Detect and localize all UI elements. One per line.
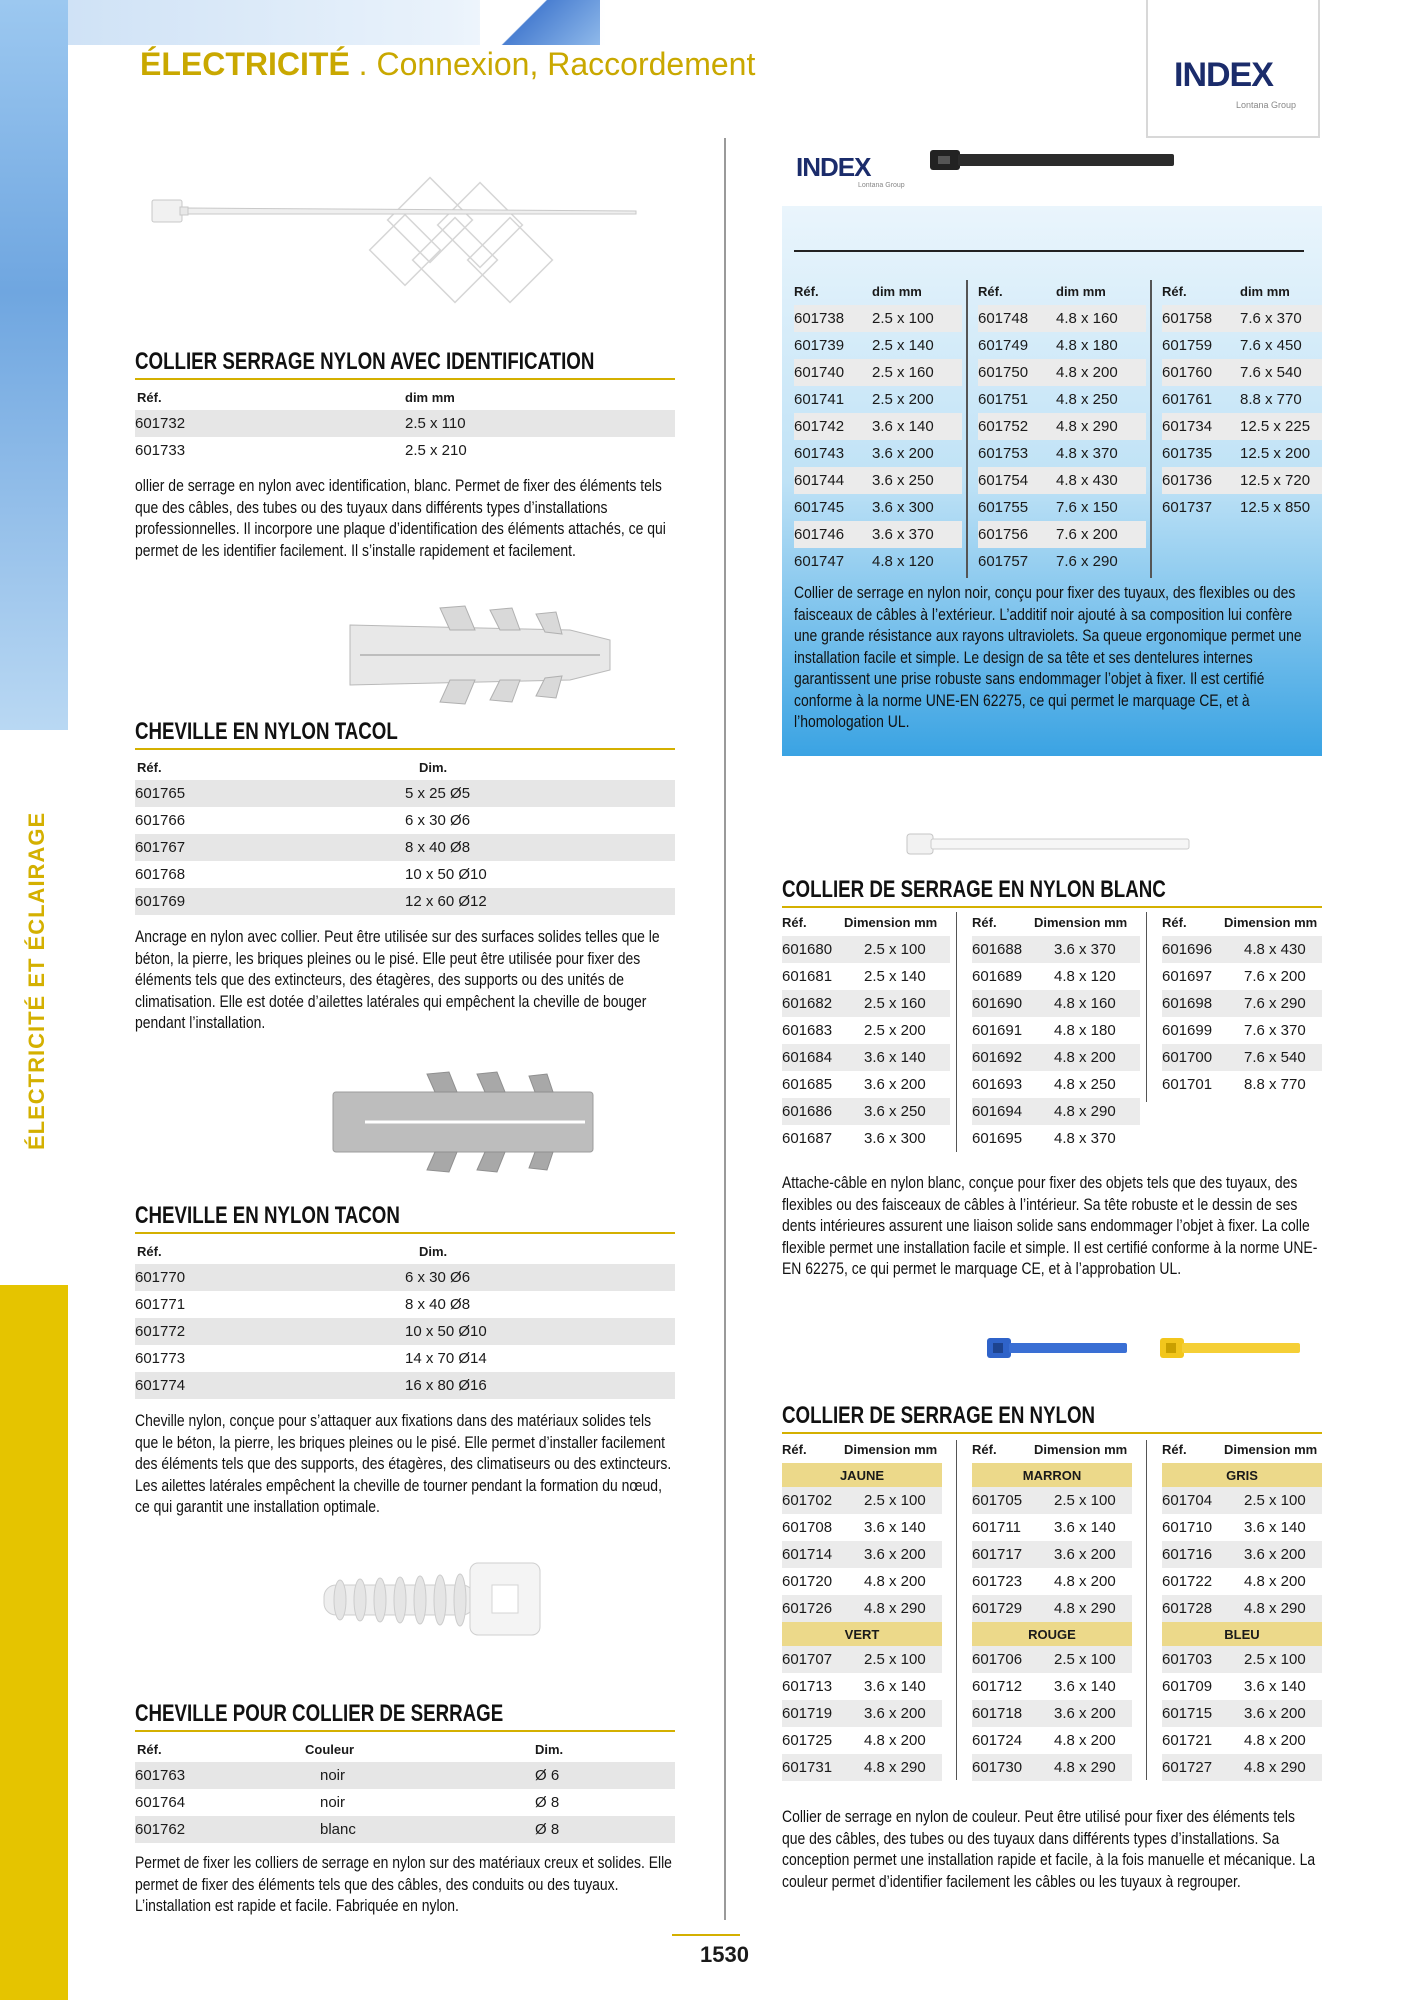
- cell-dim: 7.6 x 540: [1240, 359, 1322, 386]
- cell-dim: 3.6 x 200: [1034, 1700, 1132, 1727]
- cell-ref: 601747: [794, 553, 845, 570]
- cell-ref: 601743: [794, 445, 845, 462]
- cell-dim: 3.6 x 200: [1224, 1541, 1322, 1568]
- cell-ref: 601758: [1162, 305, 1240, 332]
- cell-dim: 7.6 x 200: [1244, 968, 1306, 985]
- table-white-col2: [972, 909, 1140, 1152]
- cell-dim: 2.5 x 110: [405, 410, 675, 437]
- cell-dim: 4.8 x 200: [1054, 1732, 1116, 1749]
- cell-dim: 7.6 x 370: [1240, 305, 1322, 332]
- table-colour-col2: [972, 1436, 1132, 1781]
- cell-dim: 12.5 x 850: [1240, 499, 1311, 516]
- section-brand-logo: [796, 152, 905, 189]
- cell-ref: 601761: [1162, 391, 1213, 408]
- cell-dim: 2.5 x 100: [844, 936, 950, 963]
- cell-ref: 601720: [782, 1573, 833, 1590]
- cell-ref: 601757: [978, 553, 1029, 570]
- cell-dim: 3.6 x 200: [872, 445, 934, 462]
- cell-ref: 601711: [972, 1519, 1021, 1536]
- col-header-ref: Réf.: [137, 389, 162, 405]
- page-title: [140, 46, 755, 83]
- cell-dim: 3.6 x 200: [864, 1076, 926, 1093]
- col-header-dim: Dimension mm: [844, 915, 938, 930]
- cell-ref: 601729: [972, 1595, 1034, 1622]
- cell-ref: 601753: [978, 445, 1029, 462]
- cell-ref: 601717: [972, 1541, 1034, 1568]
- white-tie-image: [905, 832, 1195, 858]
- table-black-col2: [978, 278, 1146, 575]
- tie-anchor-image: [320, 1555, 560, 1645]
- section-rule: [135, 1232, 675, 1234]
- cell-dim: 12.5 x 200: [1240, 445, 1311, 462]
- cell-dim: 4.8 x 200: [864, 1732, 926, 1749]
- cell-ref: 601708: [782, 1519, 833, 1536]
- cell-ref: 601746: [794, 521, 872, 548]
- cell-ref: 601684: [782, 1044, 844, 1071]
- col-header-dim: Dimension mm: [1224, 1442, 1318, 1457]
- col-header-ref: Réf.: [794, 284, 819, 299]
- description-colour: Collier de serrage en nylon de couleur. Peut être utilisé pour fixer des éléments tels que des câbles, des tubes ou des tuyaux dans différents types d’installations. Sa conception permet une installation rapide et facile, à la fois manuelle et mécanique. La couleur permet d’identifier facilement les câbles ou les tuyaux à regrouper.: [782, 1807, 1316, 1891]
- column-separator: [1150, 280, 1152, 578]
- black-tie-image: [928, 148, 1178, 174]
- col-header-ref: Réf.: [1162, 284, 1187, 299]
- cell-ref: 601685: [782, 1076, 833, 1093]
- cell-ref: 601773: [135, 1350, 186, 1367]
- cell-dim: 8 x 40 Ø8: [405, 834, 675, 861]
- cell-dim: 3.6 x 300: [872, 499, 934, 516]
- cell-ref: 601748: [978, 305, 1056, 332]
- col-header-dim: dim mm: [1056, 284, 1106, 299]
- cell-ref: 601739: [794, 337, 845, 354]
- panel-rule: [794, 250, 1304, 252]
- cell-ref: 601690: [972, 990, 1034, 1017]
- cell-dim: 7.6 x 540: [1224, 1044, 1322, 1071]
- cell-dim: 4.8 x 200: [864, 1573, 926, 1590]
- cell-ref: 601738: [794, 305, 872, 332]
- cell-ref: 601732: [135, 410, 405, 437]
- cell-dim: 7.6 x 290: [1056, 553, 1118, 570]
- section-title-colour: COLLIER DE SERRAGE EN NYLON: [782, 1402, 1096, 1429]
- col-header-ref: Réf.: [782, 1442, 807, 1457]
- cell-ref: 601767: [135, 834, 405, 861]
- cell-ref: 601696: [1162, 936, 1224, 963]
- cell-ref: 601744: [794, 467, 872, 494]
- cell-dim: Ø 8: [535, 1794, 560, 1811]
- page-title-subtitle: . Connexion, Raccordement: [358, 46, 756, 82]
- cell-dim: 6 x 30 Ø6: [405, 812, 471, 829]
- col-header-ref: Réf.: [978, 284, 1003, 299]
- cell-dim: 3.6 x 370: [872, 521, 962, 548]
- section-rule: [135, 748, 675, 750]
- section-rule: [782, 1432, 1322, 1434]
- cell-ref: 601734: [1162, 413, 1240, 440]
- cell-ref: 601760: [1162, 359, 1240, 386]
- cell-ref: 601715: [1162, 1700, 1224, 1727]
- cell-dim: 4.8 x 180: [1054, 1022, 1116, 1039]
- cell-dim: 8.8 x 770: [1240, 391, 1302, 408]
- table-tacol: [135, 754, 675, 915]
- cell-dim: 2.5 x 100: [1224, 1487, 1322, 1514]
- cell-ref: 601694: [972, 1098, 1034, 1125]
- cell-ref: 601763: [135, 1762, 305, 1789]
- cell-dim: 8 x 40 Ø8: [405, 1296, 471, 1313]
- section-title-tacol: CHEVILLE EN NYLON TACOL: [135, 718, 398, 745]
- cell-ref: 601689: [972, 968, 1023, 985]
- cell-dim: 2.5 x 100: [844, 1487, 942, 1514]
- col-header-dim: Dim.: [535, 1741, 564, 1757]
- col-header-ref: Réf.: [137, 1243, 162, 1259]
- cell-dim: 3.6 x 370: [1034, 936, 1140, 963]
- cell-dim: 2.5 x 100: [1034, 1487, 1132, 1514]
- col-header-ref: Réf.: [137, 759, 162, 775]
- cell-dim: 7.6 x 370: [1244, 1022, 1306, 1039]
- cell-ref: 601730: [972, 1754, 1034, 1781]
- cell-ref: 601714: [782, 1541, 844, 1568]
- cell-ref: 601699: [1162, 1022, 1213, 1039]
- cell-dim: 3.6 x 140: [864, 1678, 926, 1695]
- cell-dim: 4.8 x 290: [1224, 1595, 1322, 1622]
- cell-dim: 2.5 x 100: [1034, 1646, 1132, 1673]
- col-header-dim: Dimension mm: [1224, 915, 1318, 930]
- cell-ref: 601705: [972, 1487, 1034, 1514]
- col-header-color: Couleur: [305, 1741, 355, 1757]
- brand-logo-subtitle: Lontana Group: [1236, 100, 1297, 110]
- table-white-col1: [782, 909, 950, 1152]
- table-black-col3: [1162, 278, 1322, 521]
- cell-dim: 4.8 x 370: [1054, 1130, 1116, 1147]
- cell-dim: 3.6 x 250: [872, 467, 962, 494]
- cell-dim: 12.5 x 225: [1240, 413, 1322, 440]
- cell-dim: 3.6 x 250: [844, 1098, 950, 1125]
- cell-dim: 4.8 x 290: [1034, 1754, 1132, 1781]
- cell-ref: 601695: [972, 1130, 1023, 1147]
- cell-ref: 601752: [978, 413, 1056, 440]
- description-black: Collier de serrage en nylon noir, conçu pour fixer des tuyaux, des flexibles ou des faisceaux de câbles à l’extérieur. L’additif noir ajouté à sa composition lui confère une grande résistance aux rayons ultraviolets. Sa queue ergonomique permet une installation facile et simple. Le design de sa tête et ses dentelures internes garantissent une prise robuste sans endommager l’objet à fixer. Il est certifié conforme à la norme UNE-EN 62275, ce qui permet le marquage CE, et à l’homologation UL.: [794, 583, 1302, 731]
- color-group-header: GRIS: [1162, 1463, 1322, 1487]
- section-rule: [782, 906, 1322, 908]
- col-header-dim: dim mm: [405, 389, 455, 405]
- table-white-col3: [1162, 909, 1322, 1098]
- cell-dim: 10 x 50 Ø10: [405, 1318, 675, 1345]
- cell-dim: 2.5 x 100: [1224, 1646, 1322, 1673]
- cell-dim: 2.5 x 200: [872, 391, 934, 408]
- cell-ref: 601719: [782, 1700, 844, 1727]
- col-header-dim: dim mm: [872, 284, 922, 299]
- cell-dim: 12 x 60 Ø12: [405, 888, 675, 915]
- cell-ref: 601765: [135, 780, 405, 807]
- cell-ref: 601691: [972, 1022, 1023, 1039]
- col-header-dim: Dim.: [419, 1243, 448, 1259]
- cell-ref: 601693: [972, 1076, 1023, 1093]
- cell-ref: 601687: [782, 1130, 833, 1147]
- identification-tie-image: [150, 170, 650, 320]
- cell-dim: 2.5 x 100: [872, 305, 962, 332]
- cell-dim: 7.6 x 290: [1224, 990, 1322, 1017]
- description-white: Attache-câble en nylon blanc, conçue pour fixer des objets tels que des tuyaux, des flexibles ou des faisceaux de câbles à l’intérieur. Sa tête robuste et le dessin de ses dents intérieures assurent une liaison solide sans endommager l’objet à fixer. La colle flexible permet une installation facile et simple. Il est certifié conforme à la norme UNE-EN 62275, ce qui permet le marquage CE, et à l’approbation UL.: [782, 1173, 1318, 1278]
- color-group-header: ROUGE: [972, 1622, 1132, 1646]
- cell-dim: 4.8 x 290: [1034, 1098, 1140, 1125]
- page-number-rule: [672, 1934, 740, 1936]
- cell-ref: 601707: [782, 1646, 844, 1673]
- col-header-dim: Dim.: [419, 759, 448, 775]
- cell-ref: 601771: [135, 1296, 186, 1313]
- cell-ref: 601710: [1162, 1519, 1213, 1536]
- column-separator: [956, 1440, 957, 1780]
- color-group-header: JAUNE: [782, 1463, 942, 1487]
- cell-dim: 10 x 50 Ø10: [405, 866, 487, 883]
- cell-dim: 4.8 x 200: [1054, 1573, 1116, 1590]
- cell-ref: 601742: [794, 413, 872, 440]
- cell-dim: 4.8 x 250: [1054, 1076, 1116, 1093]
- cell-ref: 601737: [1162, 499, 1213, 516]
- column-divider: [724, 138, 726, 1920]
- cell-dim: 3.6 x 140: [1054, 1678, 1116, 1695]
- cell-ref: 601700: [1162, 1044, 1224, 1071]
- tacol-anchor-image: [340, 600, 620, 710]
- cell-ref: 601683: [782, 1022, 833, 1039]
- cell-dim: 4.8 x 120: [872, 553, 934, 570]
- cell-ref: 601750: [978, 359, 1056, 386]
- col-header-ref: Réf.: [972, 915, 997, 930]
- col-header-dim: Dimension mm: [1034, 1442, 1128, 1457]
- section-rule: [135, 378, 675, 380]
- color-group-header: VERT: [782, 1622, 942, 1646]
- col-header-ref: Réf.: [137, 1741, 162, 1757]
- cell-dim: 4.8 x 120: [1054, 968, 1116, 985]
- tacon-anchor-image: [325, 1070, 615, 1180]
- section-title-tacon: CHEVILLE EN NYLON TACON: [135, 1202, 400, 1229]
- cell-ref: 601688: [972, 936, 1034, 963]
- cell-dim: 4.8 x 200: [1244, 1573, 1306, 1590]
- section-title-white: COLLIER DE SERRAGE EN NYLON BLANC: [782, 876, 1166, 903]
- cell-dim: 3.6 x 140: [864, 1519, 926, 1536]
- cell-dim: 5 x 25 Ø5: [405, 780, 675, 807]
- cell-ref: 601712: [972, 1678, 1023, 1695]
- section-title-identification: COLLIER SERRAGE NYLON AVEC IDENTIFICATION: [135, 348, 595, 375]
- cell-color: noir: [320, 1794, 346, 1811]
- color-group-header: BLEU: [1162, 1622, 1322, 1646]
- col-header-ref: Réf.: [1162, 1442, 1187, 1457]
- cell-dim: Ø 8: [535, 1816, 675, 1843]
- column-separator: [966, 280, 968, 578]
- column-separator: [1146, 1440, 1147, 1780]
- cell-ref: 601697: [1162, 968, 1213, 985]
- side-strip-yellow: [0, 1285, 68, 2000]
- header-decoration-corner: [480, 0, 600, 45]
- col-header-dim: Dimension mm: [1034, 915, 1128, 930]
- cell-dim: 3.6 x 200: [1224, 1700, 1322, 1727]
- cell-dim: 4.8 x 250: [1056, 391, 1118, 408]
- cell-dim: 4.8 x 180: [1056, 337, 1118, 354]
- cell-ref: 601751: [978, 391, 1029, 408]
- cell-dim: 4.8 x 370: [1056, 445, 1118, 462]
- column-separator: [956, 912, 957, 1152]
- cell-ref: 601741: [794, 391, 845, 408]
- cell-ref: 601769: [135, 888, 405, 915]
- cell-dim: 3.6 x 200: [844, 1541, 942, 1568]
- cell-dim: 4.8 x 200: [1034, 1044, 1140, 1071]
- cell-dim: 3.6 x 300: [864, 1130, 926, 1147]
- cell-dim: 4.8 x 160: [1034, 990, 1140, 1017]
- cell-ref: 601723: [972, 1573, 1023, 1590]
- col-header-dim: dim mm: [1240, 284, 1290, 299]
- cell-dim: 14 x 70 Ø14: [405, 1350, 487, 1367]
- section-brand-logo-subtitle: Lontana Group: [858, 182, 905, 189]
- cell-dim: 3.6 x 140: [1244, 1519, 1306, 1536]
- description-tacol: Ancrage en nylon avec collier. Peut être utilisée sur des surfaces solides telles que le béton, la pierre, les briques pleines ou le pisé. Elle peut être utilisée pour fixer des éléments tels que des extincteurs, des étagères, des supports ou des unités de climatisation. Elle est dotée d’ailettes latérales qui empêchent la cheville de bouger pendant l’installation.: [135, 927, 660, 1032]
- cell-dim: 4.8 x 160: [1056, 305, 1146, 332]
- cell-ref: 601740: [794, 359, 872, 386]
- cell-dim: 2.5 x 200: [864, 1022, 926, 1039]
- cell-ref: 601749: [978, 337, 1029, 354]
- cell-ref: 601686: [782, 1098, 844, 1125]
- cell-ref: 601713: [782, 1678, 833, 1695]
- table-black-col1: [794, 278, 962, 575]
- cell-ref: 601682: [782, 990, 844, 1017]
- cell-ref: 601721: [1162, 1732, 1213, 1749]
- col-header-ref: Réf.: [782, 915, 807, 930]
- cell-ref: 601736: [1162, 467, 1240, 494]
- section-rule: [135, 1730, 675, 1732]
- table-colour-col3: [1162, 1436, 1322, 1781]
- cell-dim: 6 x 30 Ø6: [405, 1264, 675, 1291]
- cell-dim: 3.6 x 200: [1034, 1541, 1132, 1568]
- cell-ref: 601759: [1162, 337, 1213, 354]
- cell-ref: 601701: [1162, 1076, 1213, 1093]
- table-tacon: [135, 1238, 675, 1399]
- cell-ref: 601718: [972, 1700, 1034, 1727]
- cell-dim: 2.5 x 140: [864, 968, 926, 985]
- cell-dim: 4.8 x 290: [1224, 1754, 1322, 1781]
- cell-dim: 4.8 x 290: [1056, 413, 1146, 440]
- column-separator: [1146, 912, 1147, 1102]
- table-colour-col1: [782, 1436, 942, 1781]
- cell-dim: 4.8 x 430: [1056, 467, 1146, 494]
- col-header-dim: Dimension mm: [844, 1442, 938, 1457]
- cell-dim: 2.5 x 140: [872, 337, 934, 354]
- cell-color: blanc: [305, 1816, 535, 1843]
- blue-tie-image: [985, 1336, 1130, 1362]
- cell-ref: 601735: [1162, 445, 1213, 462]
- cell-ref: 601726: [782, 1595, 844, 1622]
- brand-logo-text: INDEX: [1174, 56, 1273, 94]
- cell-ref: 601745: [794, 499, 845, 516]
- cell-ref: 601716: [1162, 1541, 1224, 1568]
- col-header-ref: Réf.: [972, 1442, 997, 1457]
- page-number: 1530: [700, 1942, 749, 1967]
- description-tacon: Cheville nylon, conçue pour s’attaquer aux fixations dans des matériaux solides tels que le béton, la pierre, les briques pleines ou le pisé. Elle permet d’installer facilement des éléments tels que des supports, des étagères, des climatiseurs ou des extincteurs. Les ailettes latérales empêchent la cheville de tourner pendant la formation du nœud, ce qui garantit une installation optimale.: [135, 1411, 672, 1516]
- cell-dim: 8.8 x 770: [1244, 1076, 1306, 1093]
- cell-dim: 4.8 x 430: [1224, 936, 1322, 963]
- cell-ref: 601704: [1162, 1487, 1224, 1514]
- cell-ref: 601756: [978, 521, 1056, 548]
- cell-ref: 601680: [782, 936, 844, 963]
- description-identification: ollier de serrage en nylon avec identification, blanc. Permet de fixer des éléments tels que des câbles, des tubes ou des tuyaux dans différents types d’installations professionnelles. Il incorpore une plaque d’identification des éléments attachés, ce qui permet de les identifier facilement. Il s’installe rapidement et facilement.: [135, 476, 666, 560]
- cell-ref: 601754: [978, 467, 1056, 494]
- cell-ref: 601728: [1162, 1595, 1224, 1622]
- table-tie-anchor: [135, 1736, 675, 1843]
- cell-ref: 601733: [135, 442, 186, 459]
- cell-dim: 7.6 x 450: [1240, 337, 1302, 354]
- cell-ref: 601762: [135, 1816, 305, 1843]
- col-header-ref: Réf.: [1162, 915, 1187, 930]
- cell-ref: 601764: [135, 1794, 186, 1811]
- cell-dim: 4.8 x 200: [1056, 359, 1146, 386]
- cell-ref: 601692: [972, 1044, 1034, 1071]
- cell-ref: 601702: [782, 1487, 844, 1514]
- cell-ref: 601703: [1162, 1646, 1224, 1673]
- cell-ref: 601698: [1162, 990, 1224, 1017]
- side-strip-blue: [0, 0, 68, 730]
- side-category-label: ÉLECTRICITÉ ET ÉCLAIRAGE: [24, 811, 49, 1150]
- cell-dim: 2.5 x 210: [405, 442, 467, 459]
- description-tie-anchor: Permet de fixer les colliers de serrage en nylon sur des matériaux creux et solides. Elle permet de fixer des éléments tels que des câbles, des conduits ou des tuyaux. L’installation est rapide et facile. Fabriquée en nylon.: [135, 1853, 672, 1915]
- cell-dim: 3.6 x 140: [1054, 1519, 1116, 1536]
- cell-ref: 601727: [1162, 1754, 1224, 1781]
- cell-dim: 7.6 x 200: [1056, 521, 1146, 548]
- cell-ref: 601768: [135, 866, 186, 883]
- cell-dim: 4.8 x 290: [1034, 1595, 1132, 1622]
- cell-dim: 4.8 x 290: [844, 1595, 942, 1622]
- page-title-category: ÉLECTRICITÉ: [140, 46, 350, 82]
- cell-ref: 601681: [782, 968, 833, 985]
- section-brand-logo-text: INDEX: [796, 152, 871, 182]
- cell-ref: 601731: [782, 1754, 844, 1781]
- cell-dim: 3.6 x 140: [872, 413, 962, 440]
- cell-dim: 3.6 x 140: [844, 1044, 950, 1071]
- cell-dim: 16 x 80 Ø16: [405, 1372, 675, 1399]
- brand-logo: [1146, 0, 1320, 138]
- cell-ref: 601766: [135, 812, 186, 829]
- cell-dim: 7.6 x 150: [1056, 499, 1118, 516]
- cell-ref: 601709: [1162, 1678, 1213, 1695]
- cell-dim: Ø 6: [535, 1762, 675, 1789]
- cell-ref: 601772: [135, 1318, 405, 1345]
- cell-ref: 601724: [972, 1732, 1023, 1749]
- cell-color: noir: [305, 1762, 535, 1789]
- color-group-header: MARRON: [972, 1463, 1132, 1487]
- cell-dim: 3.6 x 140: [1244, 1678, 1306, 1695]
- cell-dim: 4.8 x 290: [844, 1754, 942, 1781]
- cell-ref: 601722: [1162, 1573, 1213, 1590]
- section-title-tie-anchor: CHEVILLE POUR COLLIER DE SERRAGE: [135, 1700, 504, 1727]
- cell-ref: 601755: [978, 499, 1029, 516]
- cell-dim: 3.6 x 200: [844, 1700, 942, 1727]
- cell-dim: 2.5 x 160: [872, 359, 962, 386]
- cell-ref: 601706: [972, 1646, 1034, 1673]
- cell-dim: 4.8 x 200: [1244, 1732, 1306, 1749]
- cell-dim: 12.5 x 720: [1240, 467, 1322, 494]
- cell-ref: 601774: [135, 1372, 405, 1399]
- cell-dim: 2.5 x 100: [844, 1646, 942, 1673]
- cell-dim: 2.5 x 160: [844, 990, 950, 1017]
- table-identification: [135, 384, 675, 464]
- cell-ref: 601770: [135, 1264, 405, 1291]
- cell-ref: 601725: [782, 1732, 833, 1749]
- yellow-tie-image: [1158, 1336, 1303, 1362]
